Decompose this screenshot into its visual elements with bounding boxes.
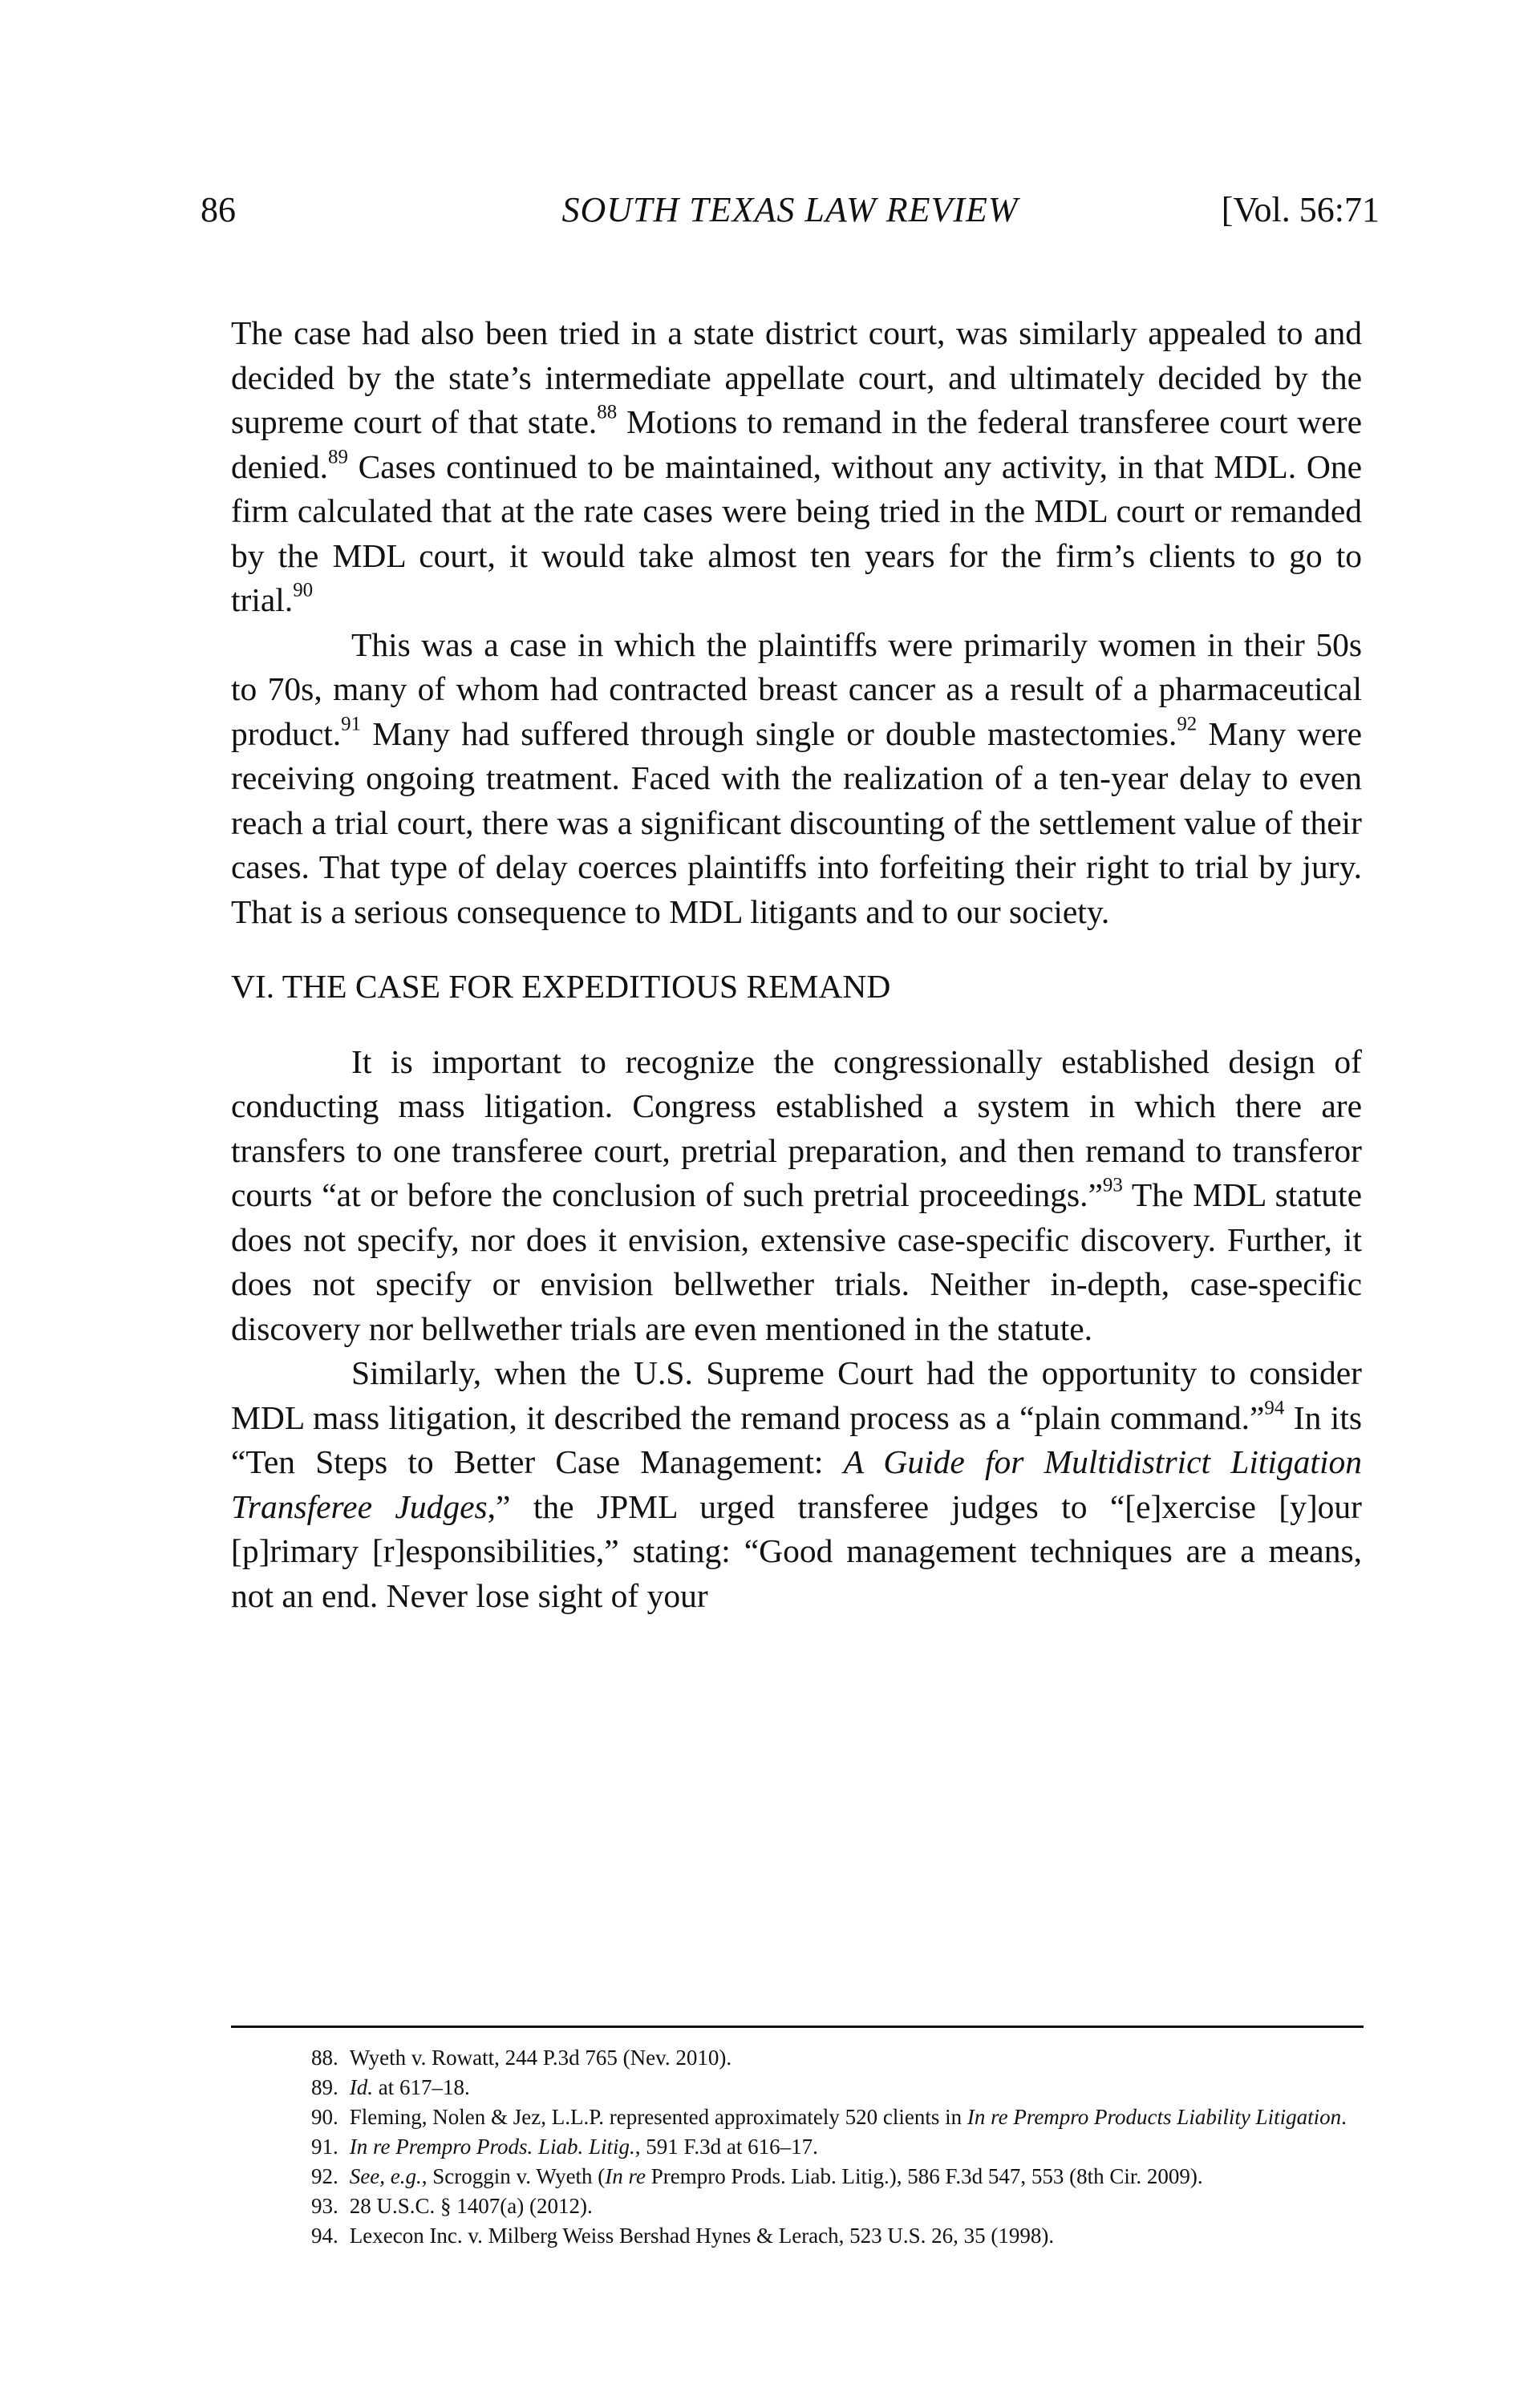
footnote-ref-89: 89	[328, 445, 348, 467]
journal-title: SOUTH TEXAS LAW REVIEW	[561, 190, 1019, 229]
body-text	[231, 311, 1362, 1618]
footnote-ref-88: 88	[597, 401, 618, 423]
footnote-divider	[231, 2026, 1364, 2028]
paragraph-2: This was a case in which the plaintiffs were primarily women in their 50s to 70s, many of whom had contracted breast cancer as a result of a pharmaceutical product.$^{91}$ Many had suffered through single or double mastectomies.$^{92}$ Many were receiving ongoing treatment. Faced with the realization of a ten-year delay to even reach a trial court, there was a significant discounting of the settlement value of their cases. That type of delay coerces plaintiffs into forfeiting their right to trial by jury. That is a serious consequence to MDL litigants and to our society.	[231, 625, 1362, 930]
section-heading: VI. THE CASE FOR EXPEDITIOUS REMAND	[231, 968, 891, 1005]
paragraph-1: The case had also been tried in a state district court, was similarly appealed to and decided by the state’s intermediate appellate court, and ultimately decided by the supreme court of that state.$^{88}$ Motions to remand in the federal transferee court were denied.$^{89}$ Cases continued to be maintained, without any activity, in that MDL. One firm calculated that at the rate cases were being tried in the MDL court or remanded by the MDL court, it would take almost ten years for the firm’s clients to go to trial.$^{90}$	[231, 314, 1362, 618]
footnote-88: 88. Wyeth v. Rowatt, 244 P.3d 765 (Nev. 2010).	[311, 2046, 732, 2070]
footnote-93: 93. 28 U.S.C. § 1407(a) (2012).	[311, 2194, 593, 2218]
footnote-ref-91: 91	[341, 712, 362, 735]
footnote-89: 89. Id. at 617–18.	[311, 2075, 470, 2099]
footnote-92: 92. See, e.g., Scroggin v. Wyeth (In re Prempro Prods. Liab. Litig.), 586 F.3d 547, 553 (8th Cir. 2009).	[311, 2164, 1203, 2188]
running-header	[201, 186, 1380, 234]
footnote-91: 91. In re Prempro Prods. Liab. Litig., 591 F.3d at 616–17.	[311, 2135, 818, 2159]
footnote-ref-92: 92	[1177, 712, 1198, 735]
footnote-90: 90. Fleming, Nolen & Jez, L.L.P. represented approximately 520 clients in In re Prempro Products Liability Litigation.	[311, 2105, 1347, 2129]
footnote-ref-90: 90	[293, 579, 314, 601]
volume-citation: [Vol. 56:71	[1221, 190, 1380, 229]
paragraph-4: Similarly, when the U.S. Supreme Court had the opportunity to consider MDL mass litigation, it described the remand process as a “plain command.”$^{94}$ In its “Ten Steps to Better Case Management: A Guide for Multidistrict Litigation Transferee Judges,” the JPML urged transferee judges to “[e]xercise [y]our [p]rimary [r]esponsibilities,” stating: “Good management techniques are a means, not an end. Never lose sight of your	[231, 1354, 1363, 1614]
footnotes	[231, 2043, 1362, 2251]
paragraph-3: It is important to recognize the congressionally established design of conducting mass litigation. Congress established a system in which there are transfers to one transferee court, pretrial preparation, and then remand to transferor courts “at or before the conclusion of such pretrial proceedings.”$^{93}$ The MDL statute does not specify, nor does it envision, extensive case-specific discovery. Further, it does not specify or envision bellwether trials. Neither in-depth, case-specific discovery nor bellwether trials are even mentioned in the statute.	[231, 1042, 1362, 1347]
footnote-94: 94. Lexecon Inc. v. Milberg Weiss Bershad Hynes & Lerach, 523 U.S. 26, 35 (1998).	[311, 2224, 1055, 2248]
footnote-ref-94: 94	[1264, 1396, 1285, 1418]
footnote-ref-93: 93	[1102, 1174, 1123, 1196]
page-number: 86	[201, 190, 236, 229]
